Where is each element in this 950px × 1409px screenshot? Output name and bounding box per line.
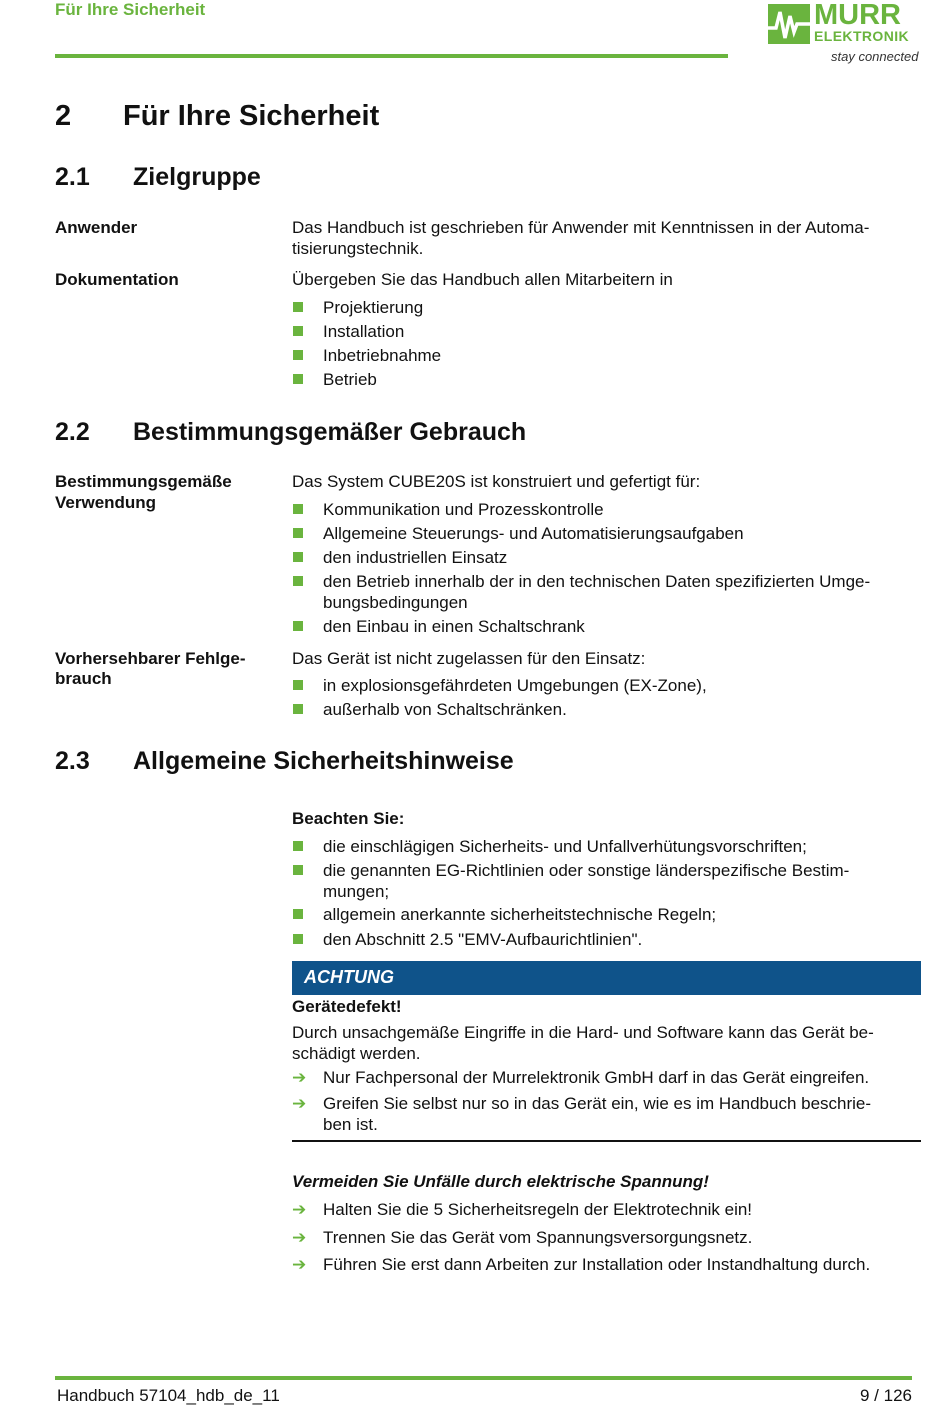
list-item-text: allgemein anerkannte sicherheitstechnische Regeln; [323, 905, 717, 924]
section-title: Bestimmungsgemäßer Gebrauch [133, 418, 527, 446]
bullet-icon [293, 909, 303, 919]
notice-label: ACHTUNG [304, 967, 394, 987]
paragraph-line: Übergeben Sie das Handbuch allen Mitarbeitern in [292, 270, 673, 289]
green-arrow-icon: ➔ [292, 1255, 307, 1274]
list-item [292, 369, 924, 390]
bullet-icon [293, 552, 303, 562]
header-rule [55, 54, 728, 58]
paragraph-line: Das Handbuch ist geschrieben für Anwender mit Kenntnissen in der Automa- [292, 218, 870, 237]
bullet-icon [293, 680, 303, 690]
list-item [292, 616, 924, 637]
footer-document-id: Handbuch 57104_hdb_de_11 [57, 1386, 280, 1405]
chapter-number: 2 [55, 100, 72, 132]
chapter-heading [55, 100, 379, 133]
action-item [292, 1067, 924, 1088]
list-item-text: mungen; [323, 882, 390, 901]
section-number: 2.1 [55, 163, 90, 191]
bullet-icon [293, 934, 303, 944]
margin-label-use: Verwendung [55, 493, 157, 512]
paragraph-line: schädigt werden. [292, 1044, 421, 1063]
margin-label-use: Bestimmungsgemäße [55, 472, 232, 491]
list-item [292, 571, 924, 592]
paragraph-line: tisierungstechnik. [292, 239, 424, 258]
list-item-continuation [292, 881, 924, 902]
logo-subbrand: ELEKTRONIK [814, 28, 909, 44]
logo-brand: MURR [814, 0, 901, 31]
running-header: Für Ihre Sicherheit [55, 0, 206, 19]
section-heading-2-1 [55, 163, 261, 192]
green-arrow-icon: ➔ [292, 1094, 307, 1113]
voltage-heading: Vermeiden Sie Unfälle durch elektrische Spannung! [292, 1172, 709, 1191]
list-item [292, 860, 924, 881]
notice-heading: Gerätedefekt! [292, 997, 402, 1016]
green-arrow-icon: ➔ [292, 1228, 307, 1247]
murr-logo [768, 0, 928, 66]
action-item-continuation [292, 1114, 924, 1135]
paragraph-line: Das System CUBE20S ist konstruiert und gefertigt für: [292, 472, 701, 491]
paragraph-line: Durch unsachgemäße Eingriffe in die Hard- und Software kann das Gerät be- [292, 1023, 874, 1042]
bullet-icon [293, 302, 303, 312]
action-text: Nur Fachpersonal der Murrelektronik GmbH darf in das Gerät eingreifen. [323, 1068, 870, 1087]
list-item-text: Installation [323, 322, 405, 341]
action-text: ben ist. [323, 1115, 378, 1134]
chapter-title: Für Ihre Sicherheit [123, 100, 380, 132]
bullet-icon [293, 621, 303, 631]
list-item [292, 523, 924, 544]
murr-logo-icon [768, 4, 810, 44]
action-item [292, 1254, 924, 1275]
section-title: Allgemeine Sicherheitshinweise [133, 747, 514, 775]
bullet-icon [293, 504, 303, 514]
action-item [292, 1093, 924, 1114]
list-item [292, 836, 924, 857]
list-item-text: die genannten EG-Richtlinien oder sonstige länderspezifische Bestim- [323, 861, 850, 880]
list-item [292, 499, 924, 520]
list-item-text: den Abschnitt 2.5 "EMV-Aufbaurichtlinien". [323, 930, 643, 949]
action-item [292, 1227, 924, 1248]
observe-heading: Beachten Sie: [292, 809, 405, 828]
action-text: Greifen Sie selbst nur so in das Gerät ein, wie es im Handbuch beschrie- [323, 1094, 872, 1113]
action-text: Führen Sie erst dann Arbeiten zur Installation oder Instandhaltung durch. [323, 1255, 871, 1274]
list-item-text: Projektierung [323, 298, 424, 317]
list-item-text: Betrieb [323, 370, 377, 389]
section-number: 2.3 [55, 747, 90, 775]
bullet-icon [293, 350, 303, 360]
list-item-text: Allgemeine Steuerungs- und Automatisierungsaufgaben [323, 524, 744, 543]
paragraph-line: Das Gerät ist nicht zugelassen für den Einsatz: [292, 649, 646, 668]
margin-label-anwender: Anwender [55, 218, 138, 237]
margin-label-dokumentation: Dokumentation [55, 270, 179, 289]
green-arrow-icon: ➔ [292, 1200, 307, 1219]
list-item-text: den Betrieb innerhalb der in den technischen Daten spezifizierten Umge- [323, 572, 871, 591]
list-item-continuation [292, 592, 924, 613]
bullet-icon [293, 841, 303, 851]
bullet-icon [293, 576, 303, 586]
section-number: 2.2 [55, 418, 90, 446]
list-item [292, 345, 924, 366]
list-item-text: außerhalb von Schaltschränken. [323, 700, 567, 719]
list-item-text: den industriellen Einsatz [323, 548, 508, 567]
action-item [292, 1199, 924, 1220]
bullet-icon [293, 865, 303, 875]
footer-page-number: 9 / 126 [860, 1386, 912, 1405]
section-heading-2-2 [55, 418, 526, 447]
footer-rule [55, 1376, 912, 1380]
margin-label-misuse: Vorhersehbarer Fehlge- [55, 649, 246, 668]
section-heading-2-3 [55, 747, 514, 776]
list-item [292, 904, 924, 925]
action-text: Halten Sie die 5 Sicherheitsregeln der Elektrotechnik ein! [323, 1200, 753, 1219]
notice-bar [292, 961, 921, 995]
bullet-icon [293, 326, 303, 336]
list-item-text: in explosionsgefährdeten Umgebungen (EX-Zone), [323, 676, 707, 695]
list-item-text: den Einbau in einen Schaltschrank [323, 617, 585, 636]
list-item-text: Inbetriebnahme [323, 346, 442, 365]
list-item-text: Kommunikation und Prozesskontrolle [323, 500, 604, 519]
logo-tagline: stay connected [831, 49, 919, 64]
green-arrow-icon: ➔ [292, 1068, 307, 1087]
action-text: Trennen Sie das Gerät vom Spannungsversorgungsnetz. [323, 1228, 753, 1247]
list-item [292, 547, 924, 568]
section-title: Zielgruppe [133, 163, 261, 191]
margin-label-misuse: brauch [55, 669, 112, 688]
list-item [292, 699, 924, 720]
list-item [292, 321, 924, 342]
list-item [292, 297, 924, 318]
list-item [292, 929, 924, 950]
notice-bottom-rule [292, 1140, 921, 1142]
bullet-icon [293, 374, 303, 384]
bullet-icon [293, 704, 303, 714]
bullet-icon [293, 528, 303, 538]
list-item-text: die einschlägigen Sicherheits- und Unfallverhütungsvorschriften; [323, 837, 807, 856]
list-item [292, 675, 924, 696]
list-item-text: bungsbedingungen [323, 593, 468, 612]
